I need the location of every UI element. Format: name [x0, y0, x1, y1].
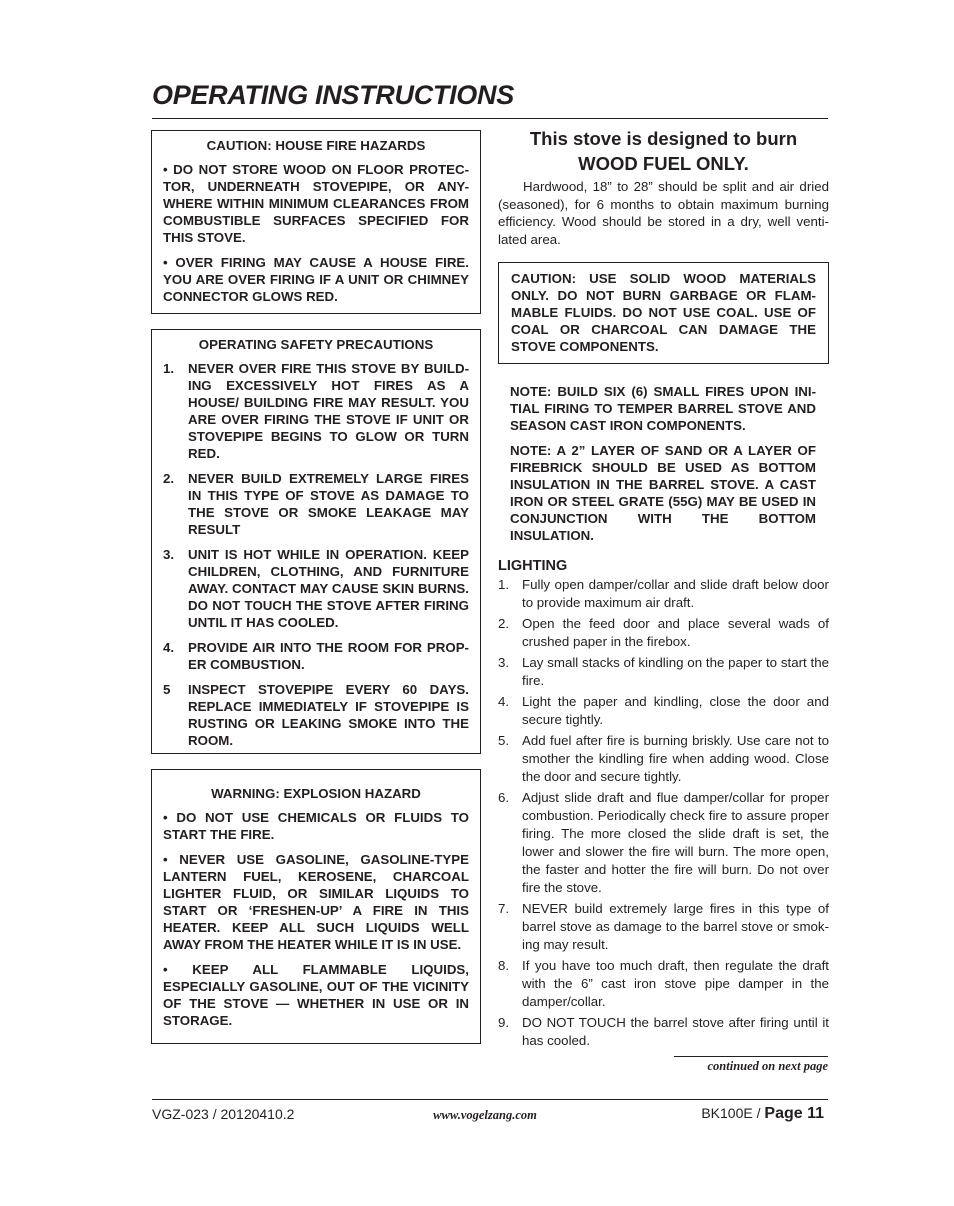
page-number: Page 11	[764, 1105, 824, 1122]
safety-item: 1. NEVER OVER FIRE THIS STOVE BY BUILD-ING EXCESSIVELY HOT FIRES AS A HOUSE/ BUILDING FIRE MAY RESULT. YOU ARE OVER FIRING THE STOVE IF UNIT OR STOVEPIPE BEGINS TO GLOW OR TURN RED.	[163, 361, 469, 461]
safety-item: 3. UNIT IS HOT WHILE IN OPERATION. KEEP CHILDREN, CLOTHING, AND FURNITURE AWAY. CONTACT MAY CAUSE SKIN BURNS. DO NOT TOUCH THE STOVE AFTER FIRING UNTIL IT HAS COOLED.	[163, 547, 469, 630]
explosion-warning-title: WARNING: EXPLOSION HAZARD	[211, 786, 421, 801]
explosion-item: • DO NOT USE CHEMICALS OR FLUIDS TO START THE FIRE.	[163, 810, 469, 842]
house-fire-item: • OVER FIRING MAY CAUSE A HOUSE FIRE. YOU ARE OVER FIRING IF A UNIT OR CHIMNEY CONNECTOR GLOWS RED.	[163, 255, 469, 304]
house-fire-caution-title: CAUTION: HOUSE FIRE HAZARDS	[206, 138, 426, 153]
fuel-heading-line1: This stove is designed to burn	[529, 128, 798, 149]
lighting-step: 7. NEVER build extremely large fires in this type of barrel stove as damage to the barrel stove or smok-ing may result.	[498, 901, 829, 952]
lighting-step: 2. Open the feed door and place several wads of crushed paper in the firebox.	[498, 616, 829, 649]
continued-note: continued on next page	[707, 1059, 828, 1073]
fuel-heading-line2: WOOD FUEL ONLY.	[578, 153, 749, 174]
explosion-warning-box	[151, 769, 481, 1044]
header-rule	[152, 118, 828, 119]
lighting-step: 6. Adjust slide draft and flue damper/collar for proper combustion. Periodically check fire to assure proper firing. The more closed the slide draft is set, the lower and slower the fire will burn. The more open, the faster and hotter the fire will burn. Do not over fire the stove.	[498, 790, 829, 895]
lighting-steps	[498, 576, 829, 1050]
house-fire-item: • DO NOT STORE WOOD ON FLOOR PROTEC-TOR, UNDERNEATH STOVEPIPE, OR ANY-WHERE WITHIN MINIMUM CLEARANCES FROM COMBUSTIBLE SURFACES SPECIFIED FOR THIS STOVE.	[163, 162, 469, 245]
explosion-item: • KEEP ALL FLAMMABLE LIQUIDS, ESPECIALLY GASOLINE, OUT OF THE VICINITY OF THE STOVE — WHETHER IN USE OR IN STORAGE.	[163, 962, 469, 1028]
footer-page	[701, 1105, 824, 1123]
lighting-step: 3. Lay small stacks of kindling on the paper to start the fire.	[498, 655, 829, 688]
solid-wood-caution-box	[498, 262, 829, 364]
note: NOTE: A 2” LAYER OF SAND OR A LAYER OF FIREBRICK SHOULD BE USED AS BOTTOM INSULATION IN THE BARREL STOVE. A CAST IRON OR STEEL GRATE (55G) MAY BE USED IN CONJUNCTION WITH THE BOTTOM INSULATION.	[510, 443, 816, 543]
footer-website: www.vogelzang.com	[433, 1108, 537, 1122]
safety-item: 4. PROVIDE AIR INTO THE ROOM FOR PROP-ER COMBUSTION.	[163, 640, 469, 672]
right-column	[498, 128, 829, 1053]
footer-model: BK100E /	[701, 1105, 761, 1121]
fuel-body: Hardwood, 18” to 28” should be split and air dried (seasoned), for 6 months to obtain maximum burning efficiency. Wood should be stored in a dry, well venti-lated area.	[498, 179, 829, 247]
notes-block	[498, 383, 829, 544]
explosion-item: • NEVER USE GASOLINE, GASOLINE-TYPE LANTERN FUEL, KEROSENE, CHARCOAL LIGHTER FLUID, OR SIMILAR LIQUIDS TO START OR ‘FRESHEN-UP’ A FIRE IN THIS HEATER. KEEP ALL SUCH LIQUIDS WELL AWAY FROM THE HEATER WHILE IT IS IN USE.	[163, 852, 469, 952]
left-column	[151, 130, 481, 1044]
page-title: OPERATING INSTRUCTIONS	[152, 80, 514, 110]
lighting-heading: LIGHTING	[498, 558, 568, 574]
lighting-step: 5. Add fuel after fire is burning briskly. Use care not to smother the kindling fire when adding wood. Close the door and secure tightly.	[498, 733, 829, 784]
safety-item: 2. NEVER BUILD EXTREMELY LARGE FIRES IN THIS TYPE OF STOVE AS DAMAGE TO THE STOVE OR SMOKE LEAKAGE MAY RESULT	[163, 471, 469, 537]
lighting-step: 8. If you have too much draft, then regulate the draft with the 6” cast iron stove pipe damper in the damper/collar.	[498, 958, 829, 1009]
solid-wood-caution-text: CAUTION: USE SOLID WOOD MATERIALS ONLY. DO NOT BURN GARBAGE OR FLAM-MABLE FLUIDS. DO NOT USE COAL. USE OF COAL OR CHARCOAL CAN DAMAGE THE STOVE COMPONENTS.	[511, 271, 816, 354]
safety-precautions-title: OPERATING SAFETY PRECAUTIONS	[198, 337, 434, 352]
continued-rule	[674, 1056, 828, 1057]
lighting-step: 1. Fully open damper/collar and slide draft below door to provide maximum air draft.	[498, 577, 829, 610]
safety-precautions-box	[151, 329, 481, 754]
footer-rule	[152, 1099, 828, 1100]
lighting-step: 9. DO NOT TOUCH the barrel stove after firing until it has cooled.	[498, 1015, 829, 1048]
note: NOTE: BUILD SIX (6) SMALL FIRES UPON INI-TIAL FIRING TO TEMPER BARREL STOVE AND SEASON CAST IRON COMPONENTS.	[510, 384, 816, 433]
safety-list	[163, 360, 469, 749]
footer-doc-code: VGZ-023 / 20120410.2	[152, 1106, 295, 1122]
house-fire-caution-box	[151, 130, 481, 314]
safety-item: 5 INSPECT STOVEPIPE EVERY 60 DAYS. REPLACE IMMEDIATELY IF STOVEPIPE IS RUSTING OR LEAKING SMOKE INTO THE ROOM.	[163, 682, 469, 748]
lighting-step: 4. Light the paper and kindling, close the door and secure tightly.	[498, 694, 829, 727]
